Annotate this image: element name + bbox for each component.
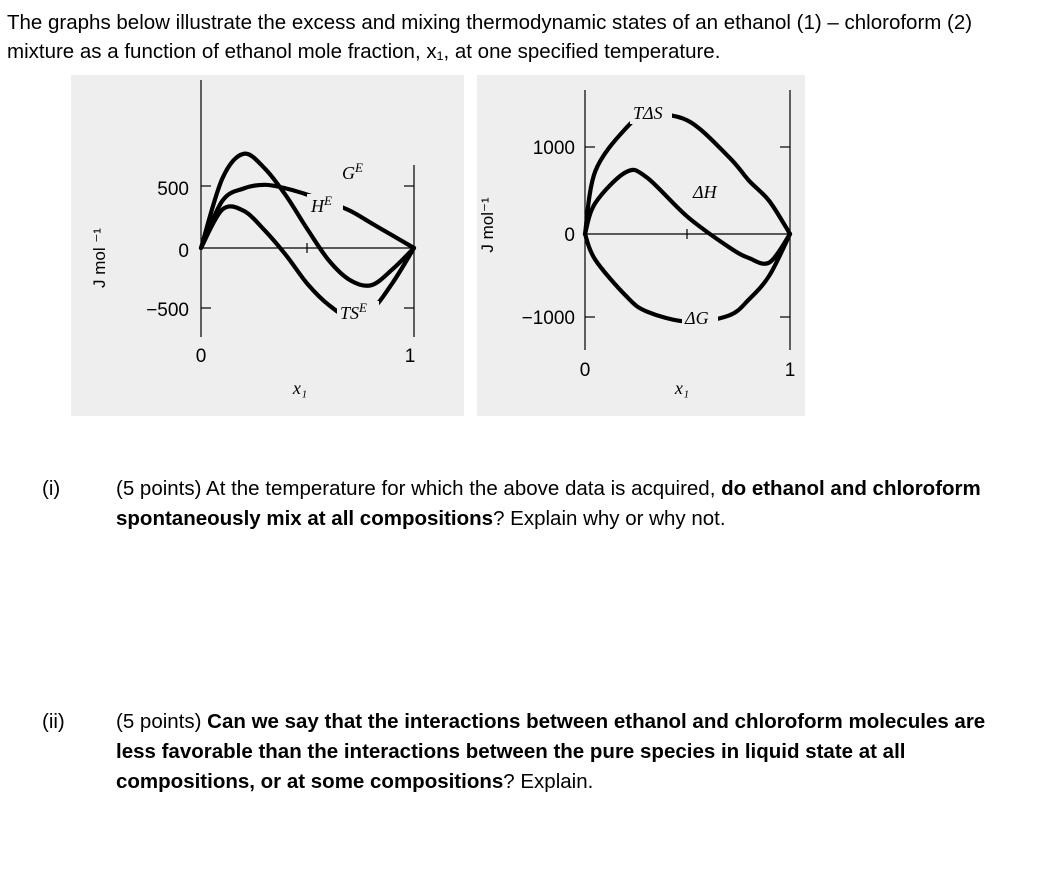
ge-label: $G^E$ (342, 160, 363, 183)
question-1-text (116, 474, 1016, 534)
tse-label: $TS^E$ (340, 300, 367, 323)
excess-properties-chart (71, 75, 464, 416)
xtick-label-0: 0 (579, 360, 591, 381)
intro-paragraph: The graphs below illustrate the excess and mixing thermodynamic states of an ethanol (1) – chloroform (2) mixture as a function of ethanol mole fraction, x₁, at one specified temperature. (7, 11, 973, 63)
ytick-label-500: 500 (157, 179, 189, 200)
dh-curve (585, 170, 790, 264)
tse-curve (201, 206, 414, 317)
question-1-bold: do ethanol and chloroform spontaneously mix at all compositions (116, 477, 981, 530)
dg-label: ΔG (685, 308, 709, 328)
question-1-intro: (5 points) At the temperature for which the above data is acquired, (116, 477, 722, 500)
question-1-number: (i) (42, 477, 61, 500)
excess-chart-svg (71, 75, 464, 416)
y-axis-label: J mol⁻¹ (478, 197, 497, 253)
xtick-label-0: 0 (195, 346, 207, 367)
question-2-intro: (5 points) (116, 710, 208, 733)
question-2-text (116, 707, 1016, 797)
question-2-bold: Can we say that the interactions between ethanol and chloroform molecules are less favorable than the interactions between the pure species in liquid state at all compositions, or at some compositions (116, 710, 986, 793)
question-2-number: (ii) (42, 710, 65, 733)
ytick-label-1000: 1000 (532, 138, 575, 159)
mixing-properties-chart (477, 75, 805, 416)
xtick-label-1: 1 (784, 360, 796, 381)
y-axis-label: J mol ⁻¹ (90, 228, 109, 288)
ytick-label-minus500: −500 (146, 300, 189, 321)
question-2-rest: ? Explain. (503, 770, 594, 793)
question-1-rest: ? Explain why or why not. (493, 507, 726, 530)
tds-label: TΔS (633, 103, 663, 123)
ytick-label-0: 0 (564, 225, 575, 246)
xtick-label-1: 1 (404, 346, 416, 367)
dh-label: ΔH (693, 182, 717, 202)
x-axis-label: x₁ (292, 378, 308, 398)
mixing-chart-svg (477, 75, 805, 416)
ytick-label-minus1000: −1000 (521, 308, 575, 329)
he-curve (201, 154, 414, 286)
x-axis-label: x₁ (674, 378, 690, 398)
ytick-label-0: 0 (178, 241, 189, 262)
he-label: $H^E$ (311, 193, 332, 216)
